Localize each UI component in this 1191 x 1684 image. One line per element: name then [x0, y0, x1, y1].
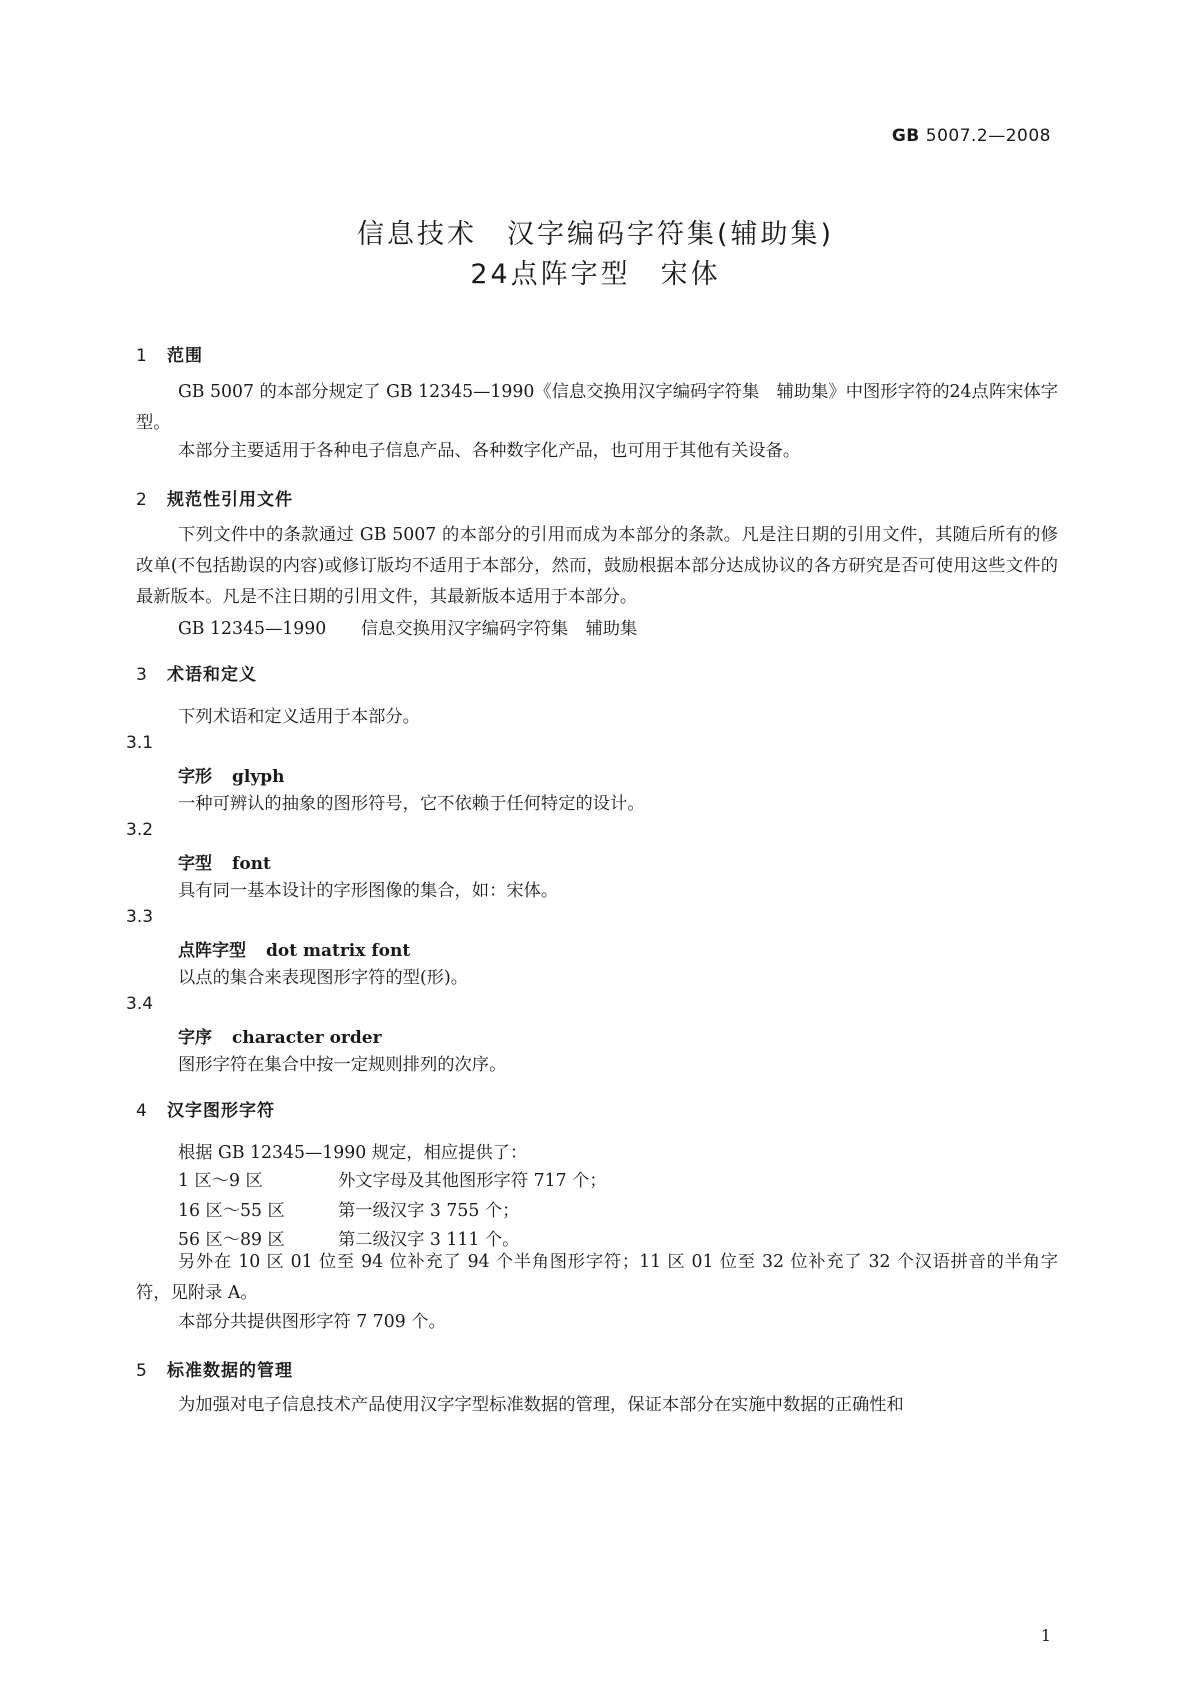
section-1-heading [136, 341, 203, 366]
term-en: dot matrix font [266, 941, 411, 961]
section-4-intro: 根据 GB 12345—1990 规定，相应提供了： [178, 1143, 528, 1163]
term-definition: 一种可辨认的抽象的图形符号，它不依赖于任何特定的设计。 [178, 794, 645, 814]
section-title: 汉字图形字符 [167, 1101, 275, 1121]
zone-row [178, 1166, 607, 1191]
term-number: 3.4 [126, 994, 154, 1014]
section-title: 标准数据的管理 [167, 1361, 293, 1381]
section-number: 1 [136, 346, 148, 366]
term-en: font [232, 854, 271, 874]
section-2-paragraph-1: 下列文件中的条款通过 GB 5007 的本部分的引用而成为本部分的条款。凡是注日期的引用文件，其随后所有的修改单(不包括勘误的内容)或修订版均不适用于本部分，然而，鼓励根据本部分达成协议的各方研究是否可使用这些文件的最新版本。凡是不注日期的引用文件，其最新版本适用于本部分。 [136, 525, 1058, 607]
document-title-line1 [0, 212, 1191, 251]
zone-range: 1 区～9 区 [178, 1171, 263, 1191]
title-part: 宋体 [660, 259, 721, 290]
term-zh: 字序 [178, 1028, 212, 1048]
section-4-heading [136, 1096, 275, 1121]
section-1-paragraph-1: GB 5007 的本部分规定了 GB 12345—1990《信息交换用汉字编码字符集 辅助集》中图形字符的24点阵宋体字型。 [136, 382, 1058, 433]
term-number: 3.2 [126, 820, 154, 840]
section-title: 规范性引用文件 [167, 490, 293, 510]
section-number: 4 [136, 1101, 148, 1121]
term-heading [178, 762, 284, 787]
section-1-paragraph-2: 本部分主要适用于各种电子信息产品、各种数字化产品，也可用于其他有关设备。 [178, 441, 801, 461]
zone-row [178, 1196, 519, 1221]
term-zh: 字形 [178, 767, 212, 787]
section-number: 2 [136, 490, 148, 510]
term-definition: 以点的集合来表现图形字符的型(形)。 [178, 968, 468, 988]
term-en: character order [232, 1028, 382, 1048]
term-zh: 点阵字型 [178, 941, 246, 961]
reference-code: GB 12345—1990 [178, 619, 327, 639]
section-4-total: 本部分共提供图形字符 7 709 个。 [178, 1312, 446, 1332]
section-4-extra-paragraph: 另外在 10 区 01 位至 94 位补充了 94 个半角图形字符；11 区 01 位至 32 位补充了 32 个汉语拼音的半角字符，见附录 A。 [136, 1252, 1058, 1303]
section-number: 3 [136, 665, 148, 685]
term-number: 3.1 [126, 733, 154, 753]
reference-title: 信息交换用汉字编码字符集 辅助集 [360, 619, 638, 639]
term-en: glyph [232, 767, 285, 787]
term-number: 3.3 [126, 907, 154, 927]
term-heading [178, 936, 410, 961]
page-number: 1 [1040, 1626, 1051, 1645]
title-part: 信息技术 [356, 219, 477, 250]
standard-code [892, 126, 1051, 146]
term-definition: 具有同一基本设计的字形图像的集合，如：宋体。 [178, 881, 559, 901]
term-heading [178, 1023, 382, 1048]
zone-range: 56 区～89 区 [178, 1230, 285, 1250]
section-title: 术语和定义 [167, 665, 257, 685]
zone-description: 外文字母及其他图形字符 717 个； [338, 1171, 607, 1191]
section-5-paragraph-1: 为加强对电子信息技术产品使用汉字字型标准数据的管理，保证本部分在实施中数据的正确性和 [178, 1395, 904, 1415]
section-number: 5 [136, 1361, 148, 1381]
title-part: 24点阵字型 [470, 259, 631, 290]
term-zh: 字型 [178, 854, 212, 874]
term-heading [178, 849, 271, 874]
zone-description: 第一级汉字 3 755 个； [338, 1201, 520, 1221]
zone-range: 16 区～55 区 [178, 1201, 285, 1221]
term-definition: 图形字符在集合中按一定规则排列的次序。 [178, 1055, 507, 1075]
section-title: 范围 [167, 346, 203, 366]
section-3-heading [136, 660, 257, 685]
section-5-heading [136, 1356, 293, 1381]
title-part: 汉字编码字符集(辅助集) [506, 219, 835, 250]
standard-prefix: GB [891, 126, 920, 146]
normative-reference [178, 614, 637, 639]
section-3-intro: 下列术语和定义适用于本部分。 [178, 707, 420, 727]
section-2-heading [136, 485, 293, 510]
document-title-line2 [0, 252, 1191, 291]
standard-number: 5007.2—2008 [925, 126, 1051, 146]
zone-description: 第二级汉字 3 111 个。 [338, 1230, 520, 1250]
